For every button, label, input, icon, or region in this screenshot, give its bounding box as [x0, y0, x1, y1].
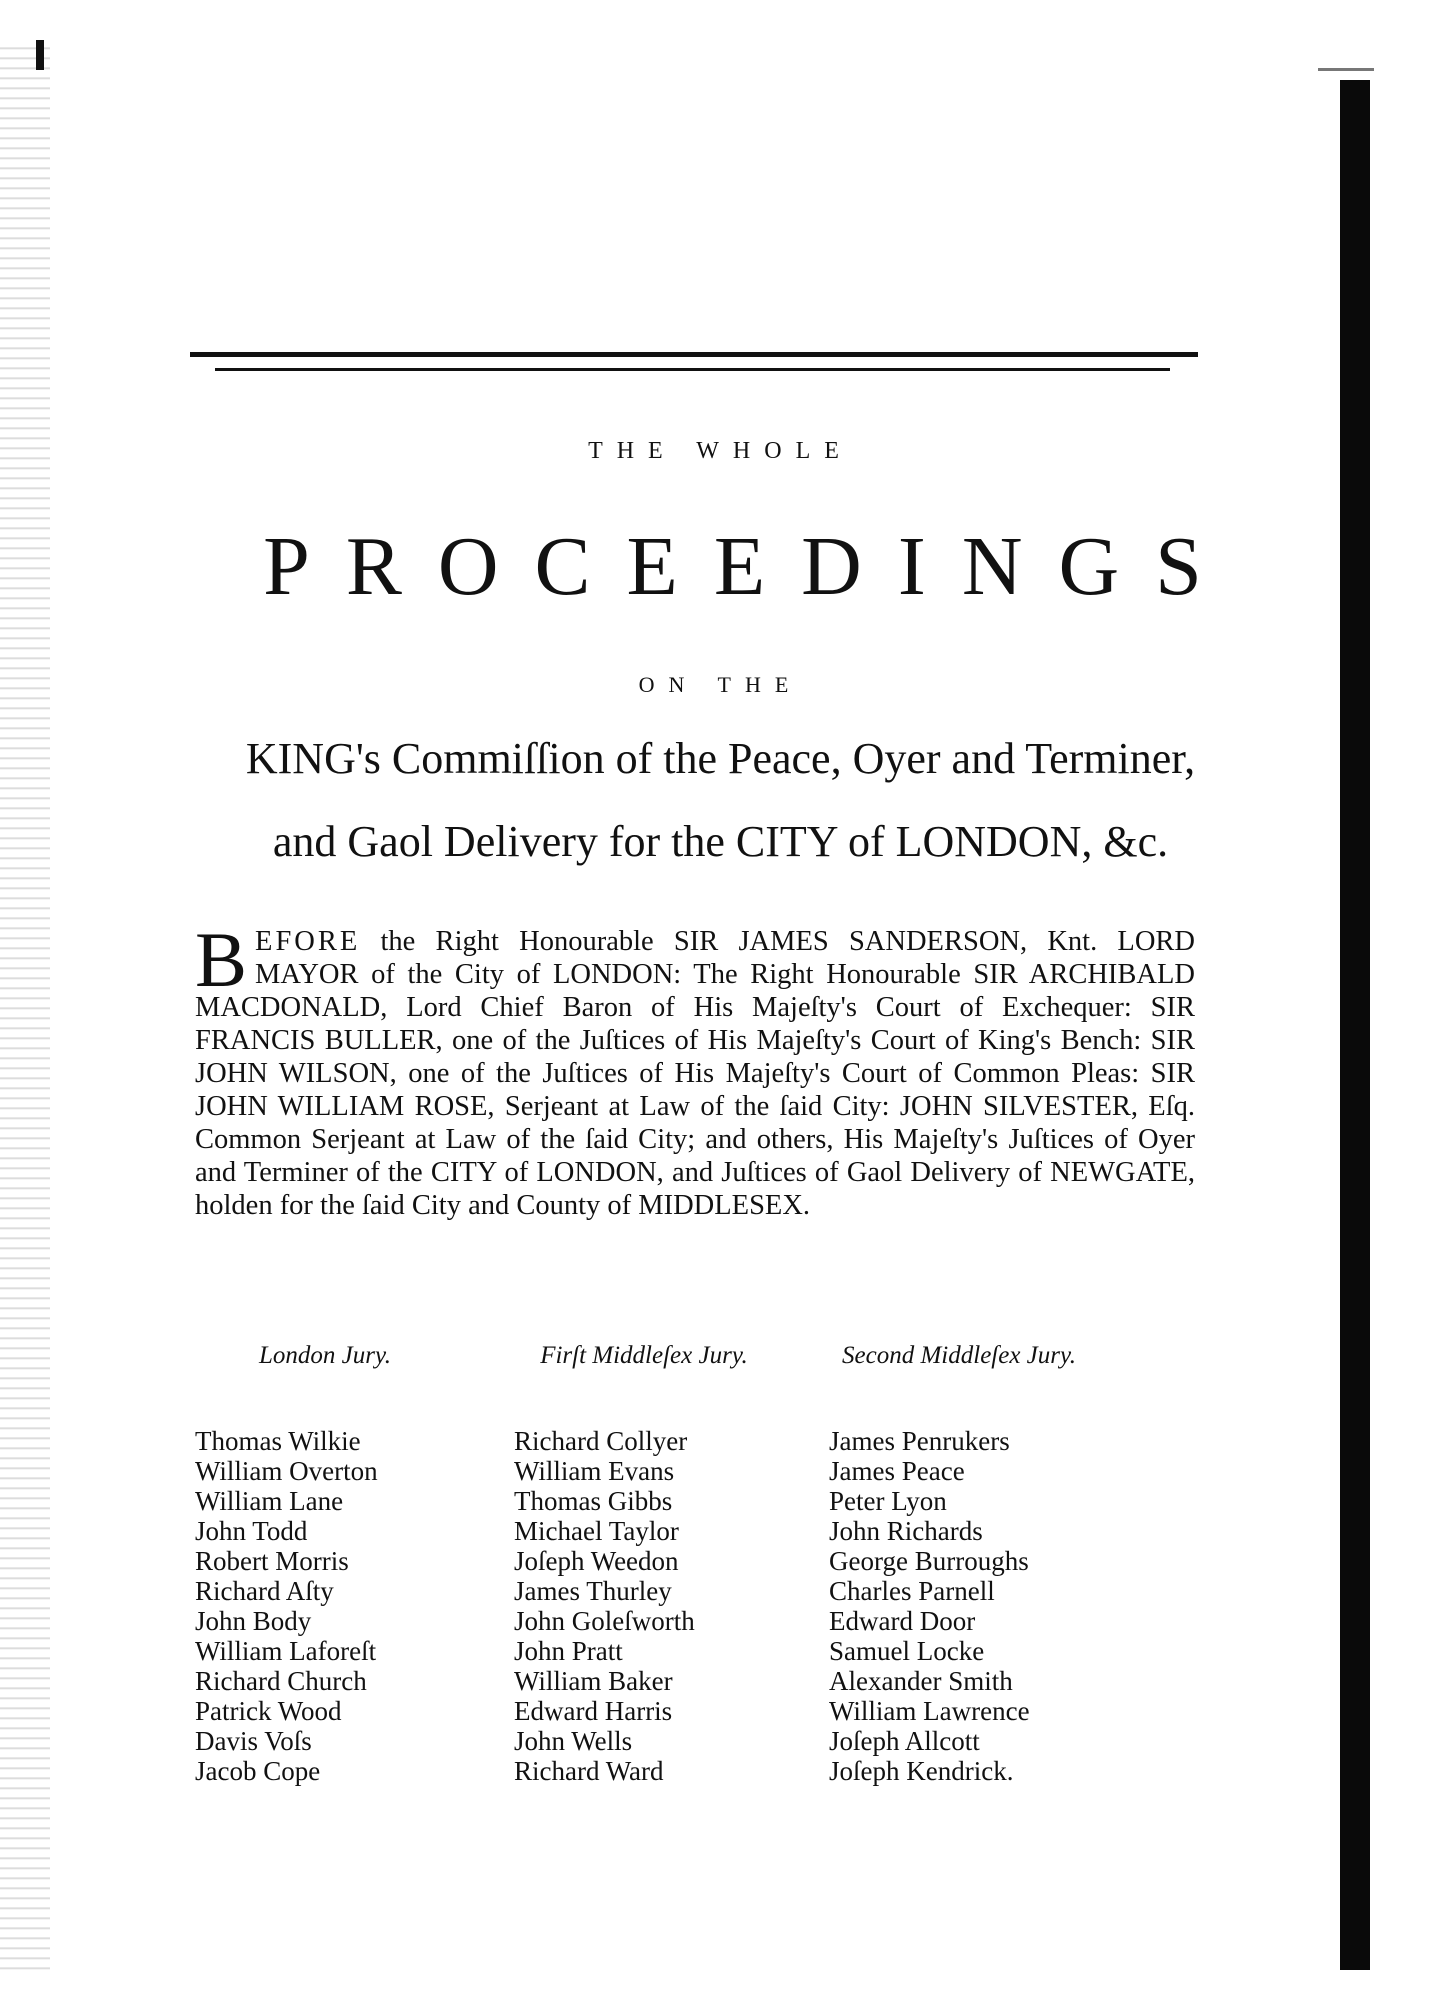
jury-list: [514, 1426, 814, 1786]
jury-heading: Firſt Middleſex Jury.: [540, 1342, 748, 1369]
jury-column-second-middlesex: [829, 1342, 1129, 1802]
jury-column-first-middlesex: [514, 1342, 814, 1802]
header-rule-thin: [215, 368, 1170, 371]
juror-name: William Laforeſt: [195, 1636, 377, 1666]
juror-name: William Lawrence: [829, 1696, 1030, 1726]
jury-list: [829, 1426, 1129, 1786]
juror-name: Richard Church: [195, 1666, 367, 1696]
juror-name: Davis Voſs: [195, 1726, 312, 1756]
juror-name: John Richards: [829, 1516, 983, 1546]
juror-name: Patrick Wood: [195, 1696, 342, 1726]
commission-line-1: KING's Commiſſion of the Peace, Oyer and Terminer,: [245, 734, 1196, 783]
scan-spine-bar: [1340, 80, 1370, 1970]
juror-name: George Burroughs: [829, 1546, 1029, 1576]
title-proceedings: PROCEEDINGS: [263, 520, 1238, 613]
scan-left-mark: [36, 40, 44, 70]
juror-name: Samuel Locke: [829, 1636, 985, 1666]
preamble-paragraph: [195, 916, 1195, 1222]
juror-name: William Baker: [514, 1666, 673, 1696]
juror-name: Jacob Cope: [195, 1756, 321, 1786]
juror-name: William Lane: [195, 1486, 344, 1516]
preamble-lead: EFORE: [255, 926, 361, 957]
juror-name: James Thurley: [514, 1576, 672, 1606]
juror-name: Joſeph Allcott: [829, 1726, 980, 1756]
jury-heading: Second Middleſex Jury.: [842, 1342, 1076, 1369]
scan-spine-tick: [1318, 68, 1374, 71]
juror-name: John Body: [195, 1606, 312, 1636]
juror-name: Edward Door: [829, 1606, 976, 1636]
juror-name: Joſeph Weedon: [514, 1546, 679, 1576]
header-rule-thick: [190, 352, 1198, 357]
juror-name: Peter Lyon: [829, 1486, 947, 1516]
juror-name: Edward Harris: [514, 1696, 673, 1726]
juror-name: Charles Parnell: [829, 1576, 995, 1606]
juror-name: Joſeph Kendrick.: [829, 1756, 1014, 1786]
juror-name: John Todd: [195, 1516, 308, 1546]
title-the-whole: THE WHOLE: [588, 438, 853, 464]
juror-name: John Goleſworth: [514, 1606, 695, 1636]
juror-name: James Peace: [829, 1456, 965, 1486]
juror-name: Thomas Gibbs: [514, 1486, 673, 1516]
juror-name: Richard Ward: [514, 1756, 664, 1786]
juror-name: William Evans: [514, 1456, 675, 1486]
juror-name: Robert Morris: [195, 1546, 349, 1576]
juror-name: Michael Taylor: [514, 1516, 679, 1546]
juror-name: Alexander Smith: [829, 1666, 1013, 1696]
drop-cap: B: [195, 916, 248, 1003]
jury-column-london: [195, 1342, 495, 1802]
scan-left-edge: [0, 40, 50, 1970]
jury-heading: London Jury.: [259, 1342, 391, 1369]
juror-name: John Pratt: [514, 1636, 623, 1666]
preamble-text: the Right Honourable SIR JAMES SANDERSON, Knt. LORD MAYOR of the City of LONDON: The Right Honourable SIR ARCHIBALD MACDONALD, Lord Chief Baron of His Majeſty's Court of Exchequer: SIR FRANCIS BULLER, one of the Juſtices of His Majeſty's Court of King's Bench: SIR JOHN WILSON, one of the Juſtices of His Majeſty's Court of Common Pleas: SIR JOHN WILLIAM ROSE, Serjeant at Law of the ſaid City: JOHN SILVESTER, Eſq. Common Serjeant at Law of the ſaid City; and others, His Majeſty's Juſtices of Oyer and Terminer of the CITY of LONDON, and Juſtices of Gaol Delivery of NEWGATE, holden for the ſaid City and County of MIDDLESEX.: [195, 926, 1195, 1221]
jury-list: [195, 1426, 495, 1786]
juror-name: Thomas Wilkie: [195, 1426, 361, 1456]
juror-name: Richard Collyer: [514, 1426, 688, 1456]
title-on-the: ON THE: [638, 672, 803, 697]
juror-name: Richard Aſty: [195, 1576, 334, 1606]
commission-line-2: and Gaol Delivery for the CITY of LONDON, &c.: [272, 817, 1169, 866]
juror-name: William Overton: [195, 1456, 378, 1486]
juror-name: James Penrukers: [829, 1426, 1010, 1456]
juror-name: John Wells: [514, 1726, 633, 1756]
